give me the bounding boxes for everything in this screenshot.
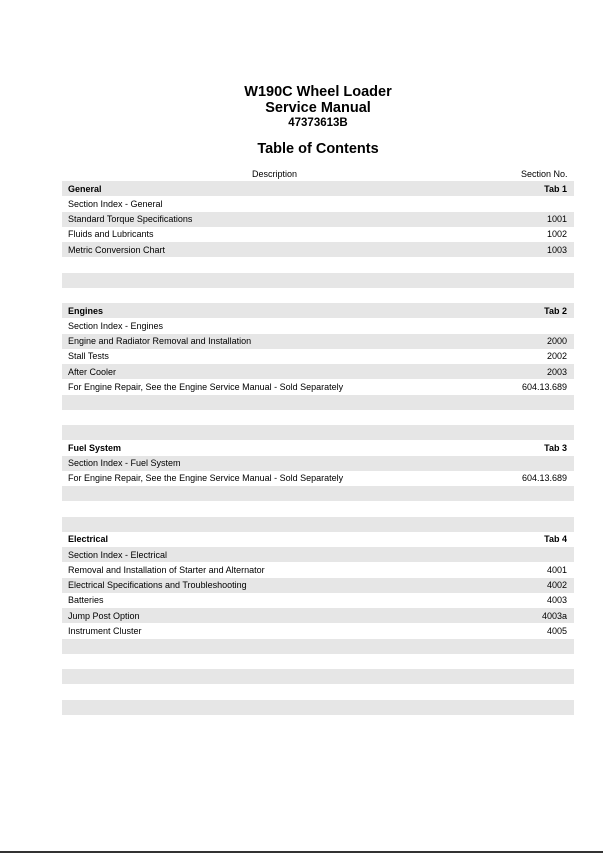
toc-description: For Engine Repair, See the Engine Service Manual - Sold Separately (68, 381, 344, 392)
toc-table (62, 181, 574, 730)
part-number: 47373613B (288, 117, 348, 129)
toc-section-number: Tab 3 (544, 442, 567, 453)
toc-section-header-row (62, 532, 574, 547)
toc-description: Batteries (68, 595, 104, 606)
toc-row (62, 410, 574, 425)
toc-description: Fuel System (68, 442, 122, 453)
toc-row (62, 501, 574, 516)
toc-row (62, 349, 574, 364)
toc-description: For Engine Repair, See the Engine Service Manual - Sold Separately (68, 473, 344, 484)
toc-description: Section Index - Electrical (68, 549, 168, 560)
toc-row (62, 593, 574, 608)
toc-description: Fluids and Lubricants (68, 229, 154, 240)
toc-row (62, 227, 574, 242)
toc-section-number: Tab 4 (544, 534, 567, 545)
toc-section-number: 4001 (546, 564, 567, 575)
toc-row (62, 395, 574, 410)
toc-row (62, 654, 574, 669)
toc-description: Engine and Radiator Removal and Installation (68, 336, 252, 347)
toc-row (62, 517, 574, 532)
toc-description: Removal and Installation of Starter and Alternator (68, 564, 265, 575)
toc-row (62, 669, 574, 684)
section-column-header: Section No. (521, 169, 568, 179)
toc-row (62, 212, 574, 227)
toc-description: Engines (68, 305, 104, 316)
toc-title: Table of Contents (257, 141, 379, 157)
toc-row (62, 578, 574, 593)
document-header (0, 84, 603, 130)
toc-row (62, 196, 574, 211)
toc-row (62, 257, 574, 272)
toc-section-number: 4003 (546, 595, 567, 606)
toc-section-number: 1003 (546, 244, 567, 255)
toc-description: Section Index - General (68, 198, 163, 209)
toc-description: Jump Post Option (68, 610, 140, 621)
document-subtitle: Service Manual (265, 100, 371, 116)
toc-description: Stall Tests (68, 351, 109, 362)
toc-row (62, 425, 574, 440)
toc-section-number: 2002 (546, 351, 567, 362)
toc-section-number: Tab 1 (544, 183, 567, 194)
toc-description: After Cooler (68, 366, 117, 377)
toc-row (62, 608, 574, 623)
toc-section-header-row (62, 440, 574, 455)
toc-section-header-row (62, 303, 574, 318)
toc-row (62, 471, 574, 486)
toc-row (62, 639, 574, 654)
toc-description: Instrument Cluster (68, 625, 142, 636)
toc-row (62, 273, 574, 288)
toc-description: Electrical Specifications and Troubleshooting (68, 580, 247, 591)
toc-row (62, 700, 574, 715)
toc-row (62, 242, 574, 257)
toc-section-number: 4002 (546, 580, 567, 591)
toc-description: Metric Conversion Chart (68, 244, 166, 255)
toc-section-number: 604.13.689 (521, 473, 567, 484)
page-bottom-rule (0, 851, 603, 853)
toc-description: Section Index - Fuel System (68, 458, 181, 469)
toc-description: General (68, 183, 102, 194)
toc-row (62, 562, 574, 577)
toc-section-number: Tab 2 (544, 305, 567, 316)
toc-section-number: 604.13.689 (521, 381, 567, 392)
toc-description: Standard Torque Specifications (68, 214, 193, 225)
toc-row (62, 288, 574, 303)
toc-row (62, 364, 574, 379)
toc-row (62, 379, 574, 394)
toc-row (62, 318, 574, 333)
toc-section-number: 2000 (546, 336, 567, 347)
toc-section-number: 1002 (546, 229, 567, 240)
toc-section-number: 4003a (541, 610, 567, 621)
toc-section-number: 4005 (546, 625, 567, 636)
toc-row (62, 715, 574, 730)
toc-row (62, 486, 574, 501)
toc-row (62, 456, 574, 471)
description-column-header: Description (252, 169, 298, 179)
toc-row (62, 684, 574, 699)
toc-description: Electrical (68, 534, 109, 545)
document-title: W190C Wheel Loader (244, 84, 392, 100)
toc-section-number: 1001 (546, 214, 567, 225)
toc-row (62, 623, 574, 638)
toc-row (62, 334, 574, 349)
toc-description: Section Index - Engines (68, 320, 164, 331)
toc-section-number: 2003 (546, 366, 567, 377)
toc-row (62, 547, 574, 562)
toc-section-header-row (62, 181, 574, 196)
